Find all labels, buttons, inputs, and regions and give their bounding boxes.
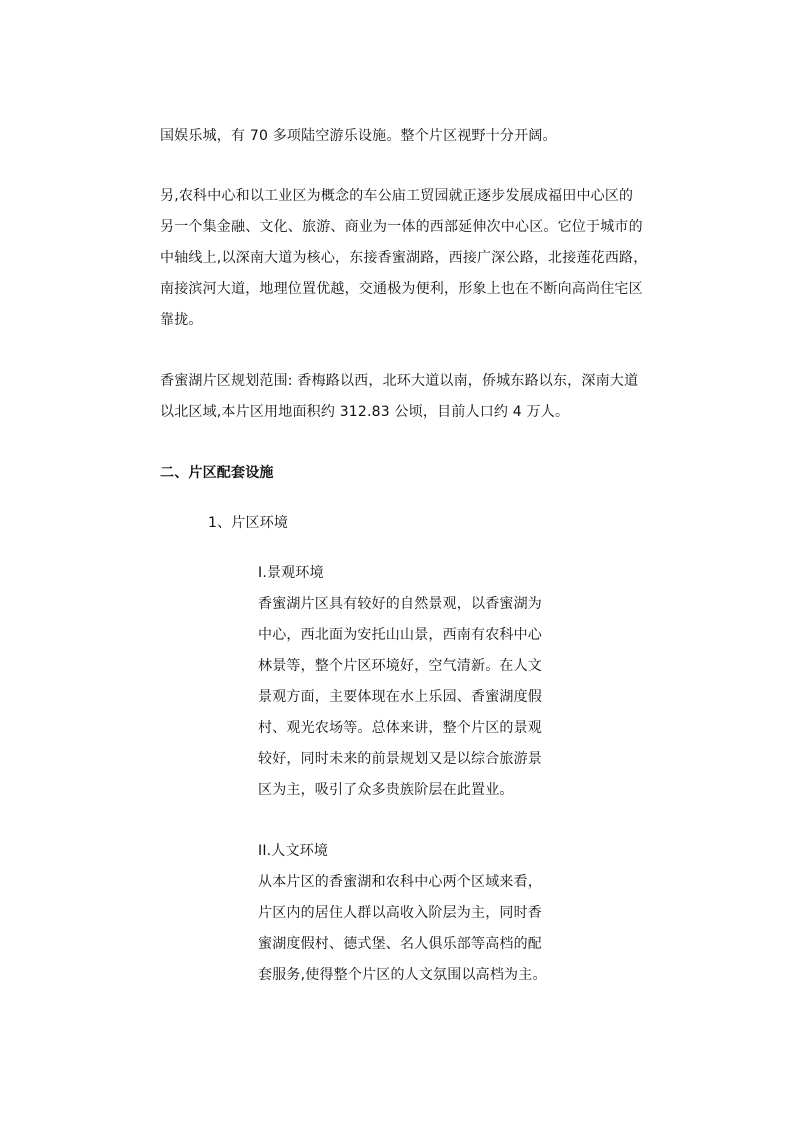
subsection-1-title: 1、片区环境: [208, 515, 289, 531]
item-2-title: II.人文环境: [258, 843, 329, 859]
paragraph-2-line: 香蜜湖片区规划范围: 香梅路以西，北环大道以南，侨城东路以东，深南大道: [160, 373, 639, 389]
item-1-line: 区为主，吸引了众多贵族阶层在此置业。: [258, 782, 514, 798]
paragraph-1-line: 靠拢。: [160, 312, 203, 328]
paragraph-2-line: 以北区域,本片区用地面积约 312.83 公顷，目前人口约 4 万人。: [160, 404, 570, 420]
item-1-title: I.景观环境: [258, 565, 324, 581]
section-2-title: 二、片区配套设施: [160, 465, 274, 481]
item-1-line: 中心，西北面为安托山山景，西南有农科中心: [258, 627, 542, 643]
paragraph-1-line: 南接滨河大道，地理位置优越，交通极为便利，形象上也在不断向高尚住宅区: [160, 281, 643, 297]
item-2-line: 套服务,使得整个片区的人文氛围以高档为主。: [258, 967, 547, 983]
item-1-line: 林景等，整个片区环境好，空气清新。在人文: [258, 658, 542, 674]
item-1-line: 景观方面，主要体现在水上乐园、香蜜湖度假: [258, 689, 542, 705]
paragraph-1-line: 另一个集金融、文化、旅游、商业为一体的西部延伸次中心区。它位于城市的: [160, 219, 643, 235]
intro-line: 国娱乐城，有 70 多项陆空游乐设施。整个片区视野十分开阔。: [160, 128, 557, 144]
item-1-line: 香蜜湖片区具有较好的自然景观，以香蜜湖为: [258, 596, 542, 612]
paragraph-1-line: 另,农科中心和以工业区为概念的车公庙工贸园就正逐步发展成福田中心区的: [160, 188, 634, 204]
paragraph-1-line: 中轴线上,以深南大道为核心，东接香蜜湖路，西接广深公路，北接莲花西路，: [160, 250, 648, 266]
item-2-line: 从本片区的香蜜湖和农科中心两个区域来看，: [258, 874, 542, 890]
item-1-line: 村、观光农场等。总体来讲，整个片区的景观: [258, 720, 542, 736]
item-1-line: 较好，同时未来的前景规划又是以综合旅游景: [258, 751, 542, 767]
item-2-line: 片区内的居住人群以高收入阶层为主，同时香: [258, 905, 542, 921]
item-2-line: 蜜湖度假村、德式堡、名人俱乐部等高档的配: [258, 936, 542, 952]
